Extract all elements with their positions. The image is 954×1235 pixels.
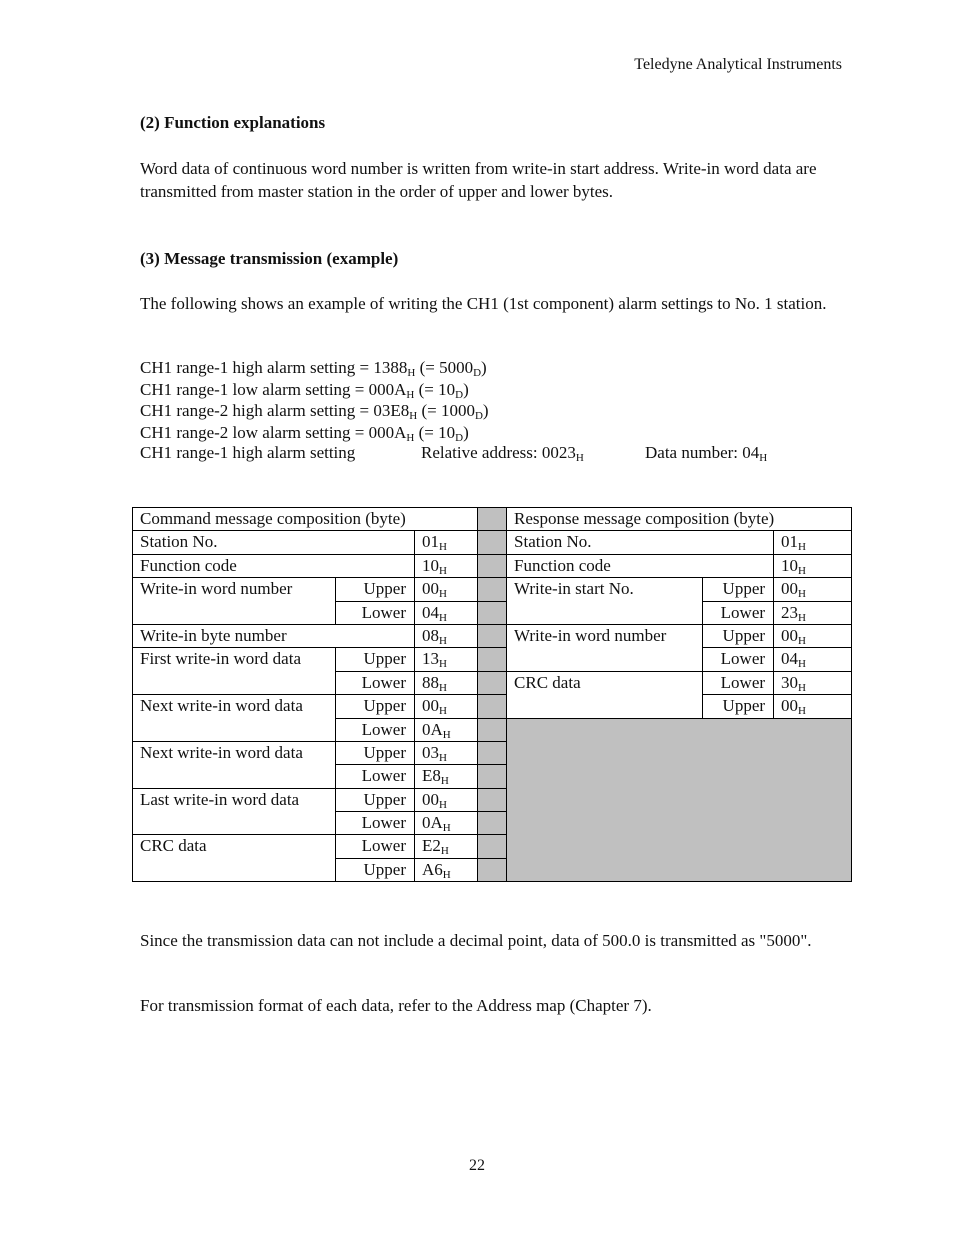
response-value: $04_H$ [774, 648, 852, 671]
header-company: Teledyne Analytical Instruments [634, 56, 842, 73]
gap-column [478, 835, 507, 858]
response-byte: Lower [703, 648, 774, 671]
response-label: CRC data [507, 671, 703, 718]
command-value: $00_H$ [415, 788, 478, 811]
response-label: Station No. [507, 531, 774, 554]
command-label: Next write-in word data [133, 741, 336, 788]
response-empty-area [507, 718, 852, 882]
command-value: $04_H$ [415, 601, 478, 624]
command-header: Command message composition (byte) [133, 508, 478, 531]
command-label: Write-in byte number [133, 624, 415, 647]
command-value: $88_H$ [415, 671, 478, 694]
command-label: Last write-in word data [133, 788, 336, 835]
command-value: $00_H$ [415, 578, 478, 601]
command-label: CRC data [133, 835, 336, 882]
command-value: $01_H$ [415, 531, 478, 554]
command-value: $E8_H$ [415, 765, 478, 788]
command-byte: Lower [336, 812, 415, 835]
command-value: $0A_H$ [415, 718, 478, 741]
alarm-setting-line: CH1 range-2 low alarm setting = $000A_H$ (= $10_D$) [140, 422, 469, 444]
gap-column [478, 765, 507, 788]
table-row [133, 695, 852, 718]
message-composition-table [132, 507, 852, 882]
response-byte: Upper [703, 624, 774, 647]
command-value: $0A_H$ [415, 812, 478, 835]
response-value: $00_H$ [774, 624, 852, 647]
response-label: Function code [507, 554, 774, 577]
table-row [133, 624, 852, 647]
command-label: Function code [133, 554, 415, 577]
page-number: 22 [469, 1157, 485, 1174]
response-value: $23_H$ [774, 601, 852, 624]
response-byte: Lower [703, 671, 774, 694]
gap-column [478, 671, 507, 694]
gap-column [478, 718, 507, 741]
section2-heading: (2) Function explanations [140, 113, 326, 132]
response-value: $10_H$ [774, 554, 852, 577]
command-label: Station No. [133, 531, 415, 554]
command-byte: Upper [336, 858, 415, 881]
section3-heading: (3) Message transmission (example) [140, 249, 399, 268]
command-value: $A6_H$ [415, 858, 478, 881]
gap-column [478, 858, 507, 881]
address-line [140, 442, 768, 464]
table-row [133, 531, 852, 554]
section2-paragraph: Word data of continuous word number is written from write-in start address. Write-in word data are transmitted from master station in the order of upper and lower bytes. [140, 159, 817, 201]
table-row [133, 554, 852, 577]
command-byte: Upper [336, 695, 415, 718]
command-byte: Lower [336, 835, 415, 858]
response-label: Write-in start No. [507, 578, 703, 625]
command-value: $10_H$ [415, 554, 478, 577]
response-value: $00_H$ [774, 578, 852, 601]
response-header: Response message composition (byte) [507, 508, 852, 531]
gap-column [478, 788, 507, 811]
table-row [133, 578, 852, 601]
response-byte: Upper [703, 695, 774, 718]
response-byte: Lower [703, 601, 774, 624]
gap-column [478, 531, 507, 554]
command-value: $13_H$ [415, 648, 478, 671]
command-value: $08_H$ [415, 624, 478, 647]
command-byte: Upper [336, 741, 415, 764]
command-byte: Upper [336, 578, 415, 601]
command-value: $03_H$ [415, 741, 478, 764]
response-label: Write-in word number [507, 624, 703, 671]
command-byte: Lower [336, 671, 415, 694]
alarm-setting-line: CH1 range-1 low alarm setting = $000A_H$ (= $10_D$) [140, 379, 469, 401]
command-value: $00_H$ [415, 695, 478, 718]
note-format: For transmission format of each data, refer to the Address map (Chapter 7). [140, 996, 652, 1015]
relative-address: Relative address: $0023_H$ [421, 443, 584, 464]
data-number: Data number: $04_H$ [645, 443, 768, 464]
table-header-row [133, 508, 852, 531]
table-row [133, 648, 852, 671]
command-label: Write-in word number [133, 578, 336, 625]
command-label: First write-in word data [133, 648, 336, 695]
section3-paragraph: The following shows an example of writing the CH1 (1st component) alarm settings to No. 1 station. [140, 294, 827, 313]
gap-column [478, 554, 507, 577]
response-value: $01_H$ [774, 531, 852, 554]
response-value: $30_H$ [774, 671, 852, 694]
gap-column [478, 741, 507, 764]
alarm-setting-line: CH1 range-2 high alarm setting = $03E8_H$ (= $1000_D$) [140, 401, 489, 422]
command-byte: Upper [336, 648, 415, 671]
note-decimal: Since the transmission data can not include a decimal point, data of 500.0 is transmitted as "5000". [140, 931, 812, 950]
command-label: Next write-in word data [133, 695, 336, 742]
command-byte: Lower [336, 718, 415, 741]
address-line-label: CH1 range-1 high alarm setting [140, 443, 356, 462]
response-value: $00_H$ [774, 695, 852, 718]
response-byte: Upper [703, 578, 774, 601]
command-value: $E2_H$ [415, 835, 478, 858]
command-byte: Lower [336, 601, 415, 624]
gap-column [478, 648, 507, 671]
command-byte: Lower [336, 765, 415, 788]
alarm-setting-line: CH1 range-1 high alarm setting = $1388_H$ (= $5000_D$) [140, 358, 487, 379]
gap-column [478, 812, 507, 835]
gap-column [478, 624, 507, 647]
command-byte: Upper [336, 788, 415, 811]
gap-column [478, 508, 507, 531]
gap-column [478, 578, 507, 601]
gap-column [478, 695, 507, 718]
gap-column [478, 601, 507, 624]
